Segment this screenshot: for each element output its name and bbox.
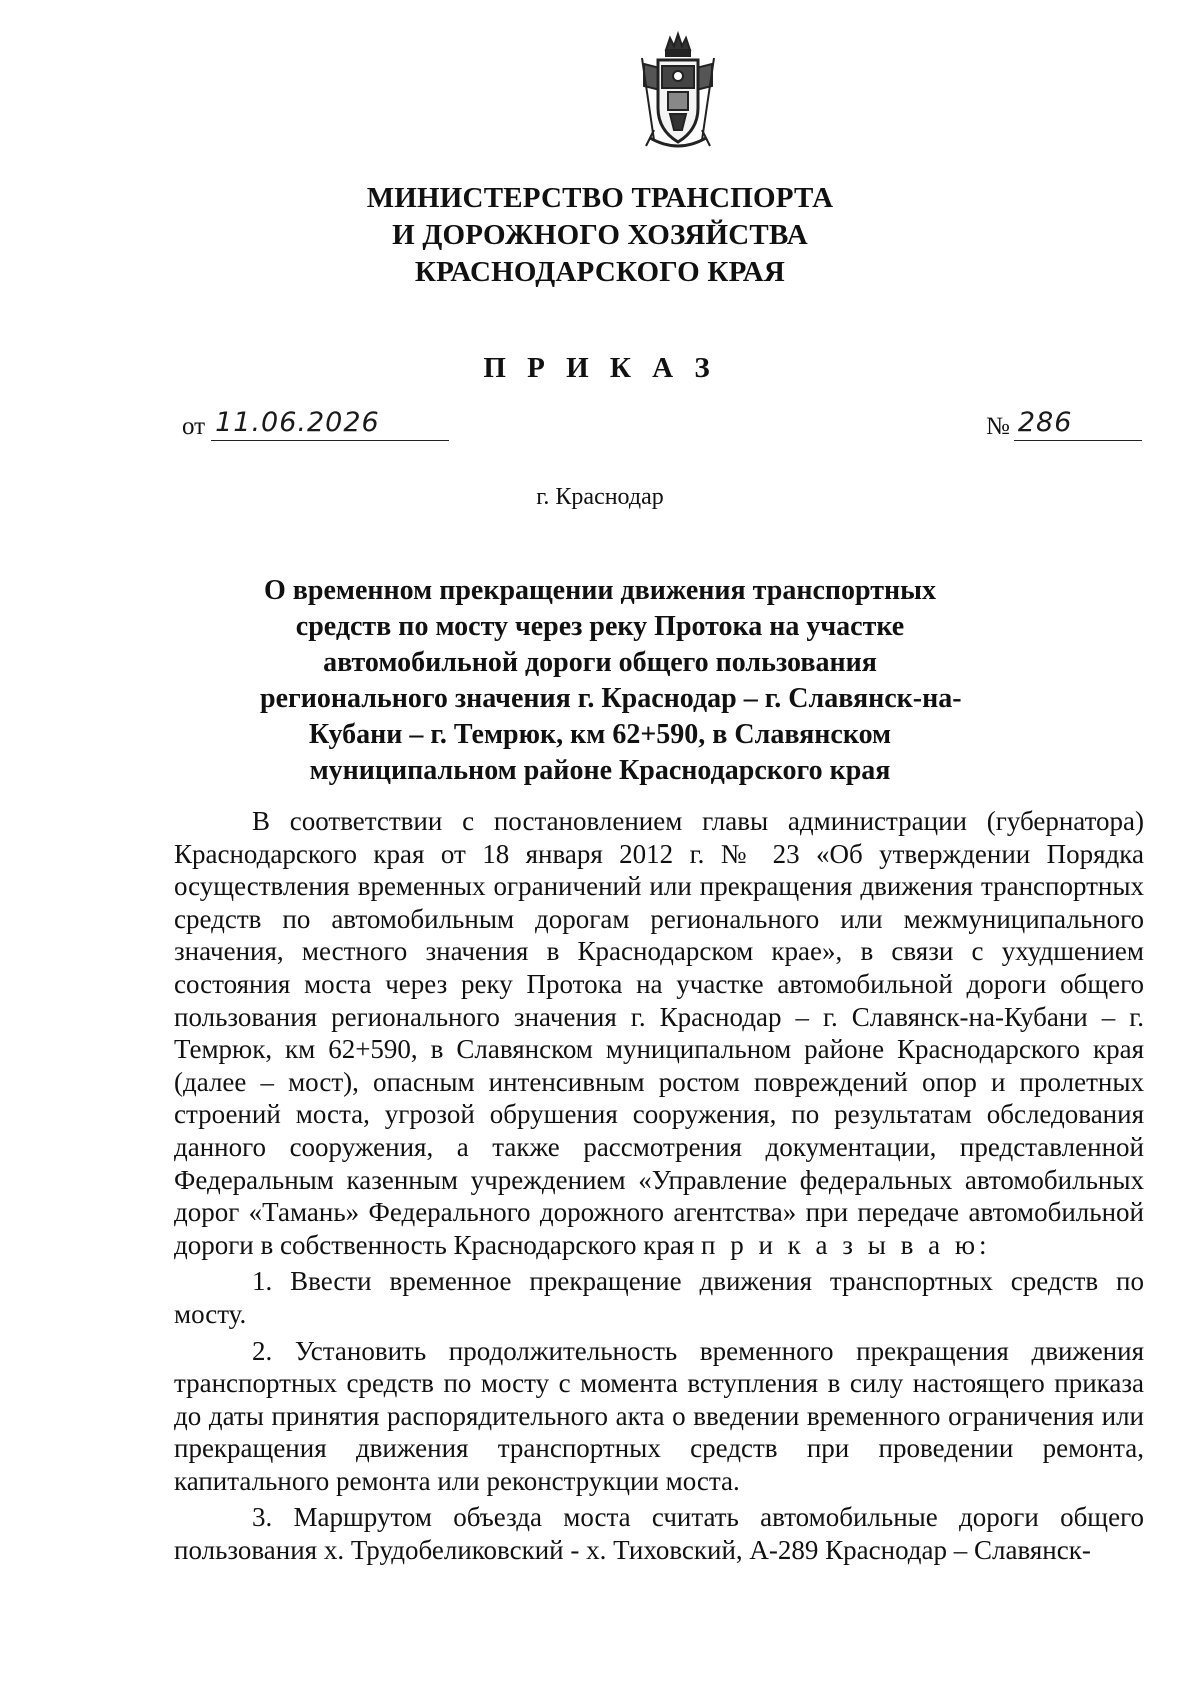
ministry-name (300, 180, 900, 291)
subject-line-1: О временном прекращении движения транспортных (263, 575, 936, 606)
order-item-1: 1. Ввести временное прекращение движения транспортных средств по мосту. (174, 1266, 1144, 1329)
date-underline (211, 407, 449, 441)
subject-line-2: средств по мосту через реку Протока на участке (295, 611, 905, 642)
order-subject (260, 573, 962, 789)
number-handwritten-value: 286 (1017, 407, 1073, 438)
krasnodar-coat-of-arms-icon (630, 30, 726, 158)
preamble-paragraph (174, 805, 1144, 1261)
ministry-line-3: КРАСНОДАРСКОГО КРАЯ (414, 256, 786, 288)
document-type-title: П Р И К А З (483, 352, 717, 384)
date-prefix: от (182, 413, 206, 440)
order-number (986, 407, 1142, 441)
order-word: п р и к а з ы в а ю: (701, 1229, 991, 1260)
order-date (182, 407, 449, 441)
order-item-3: 3. Маршрутом объезда моста считать автомобильные дороги общего пользования х. Трудобеликовский - х. Тиховский, А-289 Краснодар – Славянск- (174, 1502, 1144, 1566)
city-of-issue: г. Краснодар (536, 484, 664, 510)
date-handwritten-value: 11.06.2026 (215, 407, 380, 438)
number-prefix: № (986, 413, 1010, 440)
order-body (174, 805, 1144, 1567)
subject-line-5: Кубани – г. Темрюк, км 62+590, в Славянском (308, 719, 892, 750)
order-item-2: 2. Установить продолжительность временного прекращения движения транспортных средств по мосту с момента вступления в силу настоящего приказа до даты принятия распорядительного акта о введении временного ограничения или прекращения движения транспортных средств при проведении ремонта, капитального ремонта или реконструкции моста. (174, 1335, 1144, 1496)
number-underline (1014, 407, 1142, 441)
subject-line-3: автомобильной дороги общего пользования (323, 647, 877, 678)
ministry-line-2: И ДОРОЖНОГО ХОЗЯЙСТВА (392, 219, 808, 251)
preamble-text: В соответствии с постановлением главы администрации (губернатора) Краснодарского края от 18 января 2012 г. № 23 «Об утверждении Порядка осуществления временных ограничений или прекращения движения транспортных средств по автомобильным дорогам регионального или межмуниципального значения, местного значения в Краснодарском крае», в связи с ухудшением состояния моста через реку Протока на участке автомобильной дороги общего пользования регионального значения г. Краснодар – г. Славянск-на-Кубани – г. Темрюк, км 62+590, в Славянском муниципальном районе Краснодарского края (далее – мост), опасным интенсивным ростом повреждений опор и пролетных строений моста, угрозой обрушения сооружения, по результатам обследования данного сооружения, а также рассмотрения документации, представленной Федеральным казенным учреждением «Управление федеральных автомобильных дорог «Тамань» Федерального дорожного агентства» при передаче автомобильной дороги в собственность Краснодарского края (174, 806, 1144, 1260)
ministry-line-1: МИНИСТЕРСТВО ТРАНСПОРТА (366, 182, 834, 214)
subject-line-6: муниципальном районе Краснодарского края (309, 755, 891, 786)
subject-line-4: регионального значения г. Краснодар – г. Славянск-на- (260, 683, 962, 714)
